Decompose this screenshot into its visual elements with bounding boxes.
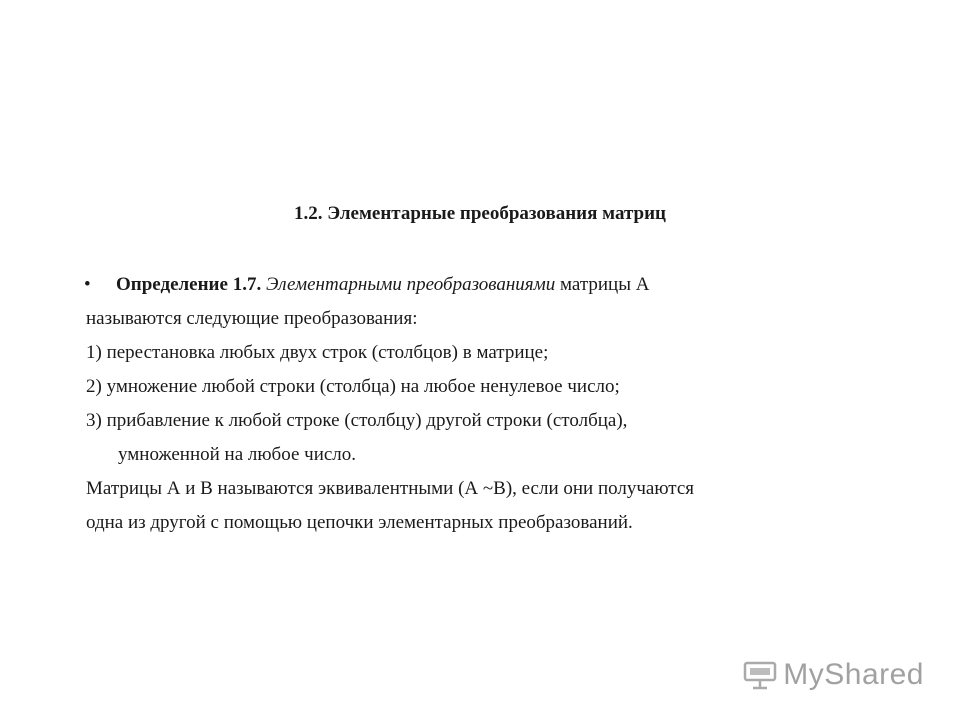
watermark-text: MyShared xyxy=(783,658,924,691)
definition-label: Определение 1.7. xyxy=(116,274,262,295)
list-item-3-continuation: умноженной на любое число. xyxy=(118,444,357,465)
text-line-1: называются следующие преобразования: xyxy=(86,308,418,329)
list-item-2: 2) умножение любой строки (столбца) на любое ненулевое число; xyxy=(86,376,620,397)
definition-rest: матрицы А xyxy=(555,274,650,295)
watermark xyxy=(743,658,924,692)
list-item-3: 3) прибавление к любой строке (столбцу) другой строки (столбца), xyxy=(86,410,628,431)
equivalence-line-2: одна из другой с помощью цепочки элементарных преобразований. xyxy=(86,512,633,533)
bullet: • xyxy=(84,274,91,295)
equivalence-line-1: Матрицы А и В называются эквивалентными (А ~В), если они получаются xyxy=(86,478,695,499)
slide-content xyxy=(86,268,906,540)
definition-term: Элементарными преобразованиями xyxy=(265,274,556,295)
slide-title: 1.2. Элементарные преобразования матриц xyxy=(294,203,666,224)
definition-line xyxy=(84,268,906,302)
list-item-1: 1) перестановка любых двух строк (столбцов) в матрице; xyxy=(86,342,549,363)
presentation-board-icon xyxy=(743,660,777,690)
